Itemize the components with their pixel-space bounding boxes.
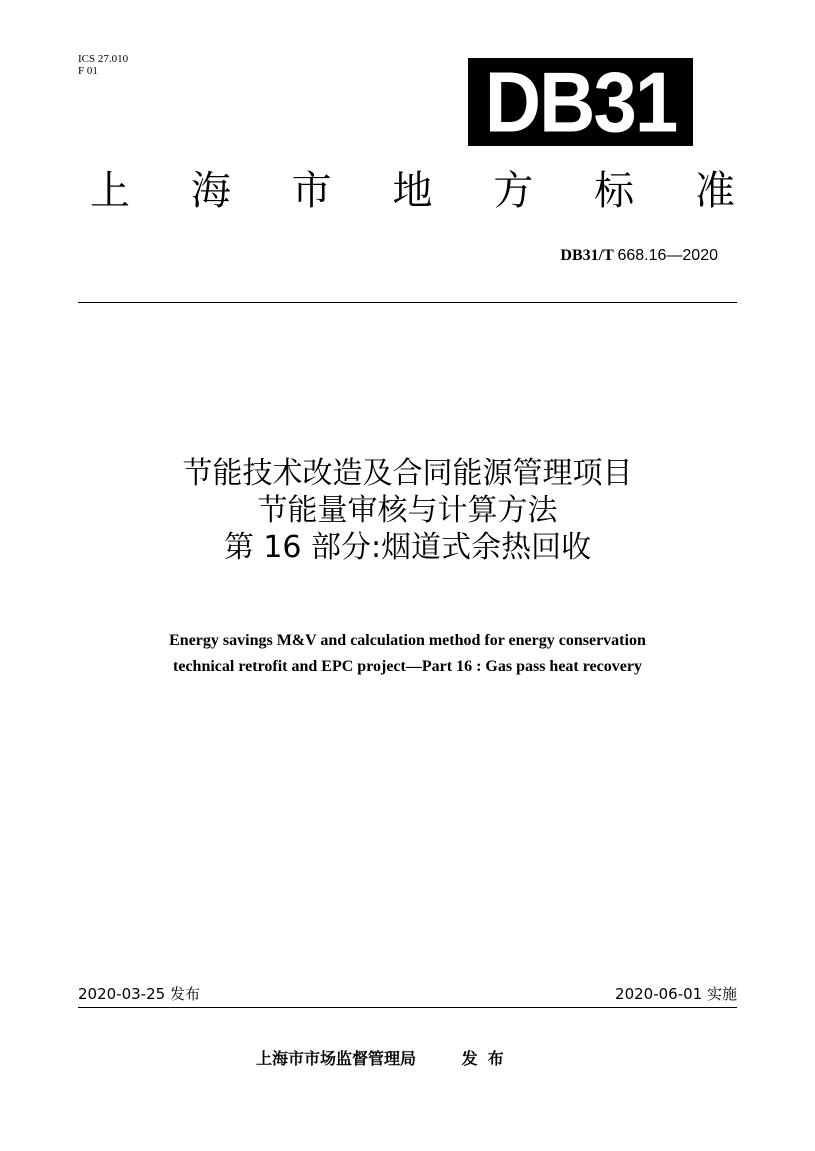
english-title (0, 628, 815, 680)
standard-type-char: 地 (392, 168, 433, 214)
chinese-title-line: 节能技术改造及合同能源管理项目 (182, 456, 633, 491)
standard-type-char: 市 (291, 168, 332, 214)
standard-number (560, 246, 718, 266)
standard-type-char: 准 (694, 168, 735, 214)
db31-logo: DB31 (468, 58, 693, 146)
publisher-action: 发布 (461, 1049, 514, 1068)
english-title-line: technical retrofit and EPC project—Part 16 : Gas pass heat recovery (173, 658, 642, 675)
chinese-title (0, 455, 815, 566)
standard-type-char: 标 (594, 168, 635, 214)
chinese-title-line: 节能量审核与计算方法 (257, 493, 558, 528)
standard-type-heading (90, 166, 735, 216)
standard-type-char: 上 (90, 168, 130, 214)
standard-type-char: 海 (190, 168, 231, 214)
ics-code: ICS 27.010 (78, 53, 129, 65)
english-title-line: Energy savings M&V and calculation method for energy conservation (169, 632, 646, 649)
implementation-date: 2020-06-01 实施 (615, 985, 737, 1003)
top-divider (78, 302, 737, 303)
release-date: 2020-03-25 发布 (78, 985, 200, 1003)
bottom-divider (78, 1007, 737, 1008)
standard-number-prefix: DB31/T (560, 247, 614, 264)
ccs-code: F 01 (78, 65, 98, 77)
chinese-title-line: 第 16 部分:烟道式余热回收 (223, 530, 592, 565)
standard-type-char: 方 (493, 168, 534, 214)
classification-codes (78, 53, 128, 77)
publisher-name: 上海市市场监督管理局 (256, 1049, 417, 1068)
standard-number-value: 668.16—2020 (617, 247, 718, 264)
publisher-line (256, 1048, 514, 1070)
